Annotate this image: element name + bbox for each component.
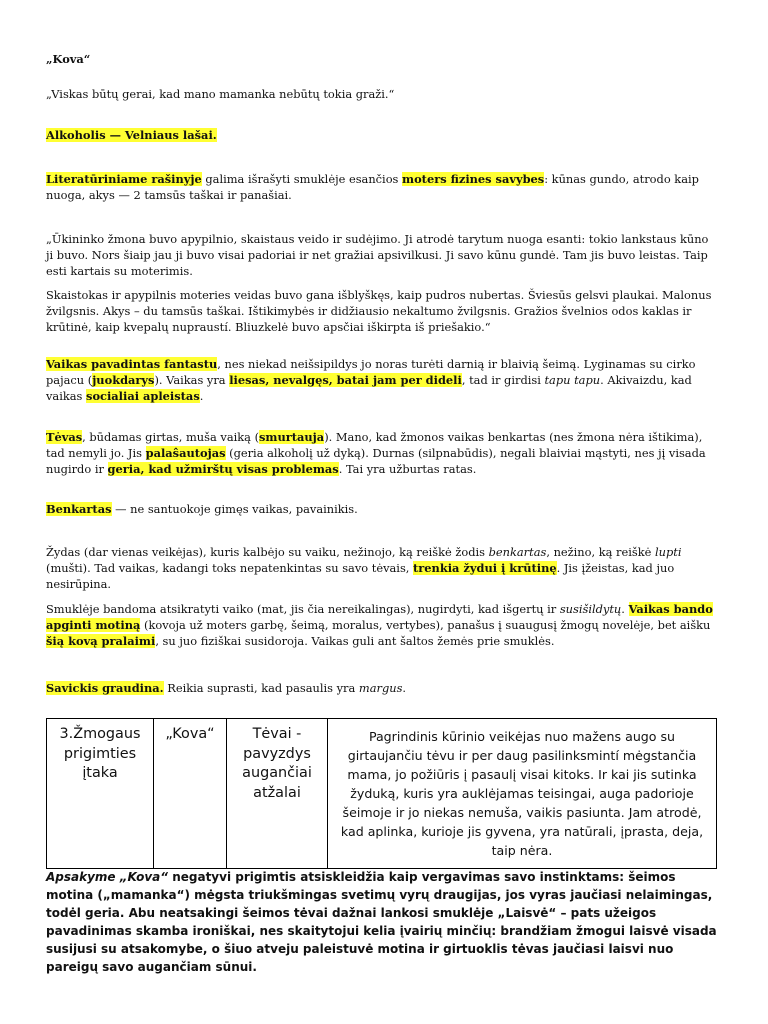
highlight: liesas, nevalgęs, batai jam per dideli: [229, 372, 462, 387]
table-cell-theme: Tėvai - pavyzdys augančiai atžalai: [227, 719, 328, 869]
text: (mušti). Tad vaikas, kadangi toks nepatenkintas su savo tėvais,: [46, 560, 414, 575]
text: , nežino, ką reiškė: [546, 545, 655, 559]
quote-paragraph: Skaistokas ir apypilnis moteries veidas buvo gana išblyškęs, kaip pudros nubertas. Šviesūs gelsvi plaukai. Malonus žvilgsnis. Akys – du tamsūs taškai. Ištikimybės ir didžiausio nekaltumo žvilgsnis. Gražios švelnios odos kaklas ir krūtinė, kaip kvepalų nupraustí. Bliuzkelė buvo apsčiai iškirpta iš priešakio.“: [46, 288, 712, 334]
text: (kovoja už moters garbę, šeimą, moralus, vertybes), panašus į suaugusį žmogų novelėje, bet aišku: [140, 617, 711, 632]
text: (geria alkoholį už dyką). Durnas (silpnabūdis), negali blaiviai mąstyti, nes jį visada nugirdo ir: [46, 445, 706, 476]
text: Reikia suprasti, kad pasaulis yra: [163, 681, 359, 695]
text: . Tai yra užburtas ratas.: [338, 461, 477, 476]
italic-text: benkartas: [488, 545, 547, 559]
highlight: Literatūriniame rašinyje: [46, 172, 202, 186]
highlight: Vaikas pavadintas fantastu: [46, 357, 218, 371]
text: .: [199, 388, 204, 403]
text: .: [402, 681, 407, 695]
highlight: Vaikas bando apginti motiną: [46, 602, 713, 632]
highlight: Alkoholis — Velniaus lašai.: [46, 128, 217, 142]
paragraph-vaikas: [46, 357, 716, 404]
highlight: trenkia žydui į krūtinę: [413, 560, 557, 575]
italic-text: tapu tapu: [544, 372, 601, 387]
highlight: moters fizines savybes: [402, 172, 545, 186]
text: ). Vaikas yra: [154, 372, 230, 387]
alkoholis-line: [46, 128, 716, 144]
text: , būdamas girtas, muša vaiką (: [82, 430, 260, 444]
italic-text: lupti: [655, 545, 682, 559]
text: ). Mano, kad žmonos vaikas benkartas (nes žmona nėra ištikima), tad nemyli jo. Jis: [46, 430, 703, 460]
table-cell-description: Pagrindinis kūrinio veikėjas nuo mažens augo su girtaujančiu tėvu ir per daug pasilinksmintí mėgstančia mama, jo požiūris į pasaulį visai kitoks. Ir kai jis sutinka žyduką, kuris yra auklėjamas teisingai, auga padorioje šeimoje ir jo niekas nemuša, vaikis pasiunta. Jam atrodė, kad aplinka, kurioje jis gyvena, yra natūrali, įprasta, deja, taip nėra.: [328, 719, 717, 869]
paragraph-tevas: [46, 430, 716, 477]
paragraph-rasinys: [46, 172, 716, 204]
highlight: palaŝautojas: [145, 445, 226, 460]
table-row: [47, 719, 717, 869]
highlight: Benkartas: [46, 502, 112, 516]
paragraph-benkartas: [46, 502, 716, 518]
text: — ne santuokoje gimęs vaikas, pavainikis.: [111, 502, 358, 516]
highlight: geria, kad užmirštų visas problemas: [107, 461, 339, 476]
italic-text: susišildytų: [559, 602, 622, 616]
text: . Jis įžeistas, kad juo nesirūpina.: [46, 560, 675, 591]
highlight: šią kovą pralaimi: [46, 633, 156, 648]
quote-paragraph: „Viskas būtų gerai, kad mano mamanka nebūtų tokia graži.“: [46, 87, 395, 101]
summary-lead: Apsakyme „Kova“: [46, 870, 169, 884]
text: Žydas (dar vienas veikėjas), kuris kalbėjo su vaiku, nežinojo, ką reiškė žodis: [46, 545, 489, 559]
text: , tad ir girdisi: [461, 372, 545, 387]
summary-text: negatyvi prigimtis atsiskleidžia kaip vergavimas savo instinktams: šeimos motina („mamanka“) mėgsta triukšmingas svetimų vyrų draugijas, jos vyras jaučiasi nelaimingas, todėl geria. Abu neatsakingi šeimos tėvai dažnai lankosi smuklėje „Laisvė“ – pats užeigos pavadinimas skamba ironiškai, nes skaitytojui kelia įvairių minčių: brandžiam žmogui laisvė visada susijusi su atsakomybe, o šiuo atveju paleistuvė motina ir girtuoklis tėvas jaučiasi laisvi nuo pareigų savo augančiam sūnui.: [46, 870, 717, 974]
table-cell-topic: 3.Žmogaus prigimties įtaka: [47, 719, 154, 869]
paragraph-savickis: [46, 681, 716, 697]
quote-paragraph: „Ūkininko žmona buvo apypilnio, skaistaus veido ir sudėjimo. Ji atrodė tarytum nuoga esanti: tokio lankstaus kūno ji buvo. Nors šiaip jau ji buvo visai padoriai ir net gražiai apsivilkusi. Ji savo kūnu gundė. Tam jis buvo leistas. Taip esti kartais su moterimis.: [46, 232, 709, 278]
text: galima išrašyti smuklėje esančios: [201, 172, 403, 186]
text: : kūnas gundo, atrodo kaip nuoga, akys — 2 tamsūs taškai ir panašiai.: [46, 172, 699, 202]
highlight: Tėvas: [46, 430, 83, 444]
highlight: socialiai apleistas: [86, 388, 200, 403]
highlight: juokdarys: [92, 372, 155, 387]
text: .: [621, 602, 629, 616]
summary-paragraph: [46, 868, 718, 976]
document-heading: [46, 52, 716, 68]
heading-text: „Kova“: [46, 52, 91, 66]
highlight: smurtauja: [259, 430, 325, 444]
paragraph-smukle: [46, 602, 716, 649]
paragraph-zydas: [46, 545, 716, 592]
summary-table: [46, 718, 717, 869]
text: Smuklėje bandoma atsikratyti vaiko (mat, jis čia nereikalingas), nugirdyti, kad išgertų ir: [46, 602, 560, 616]
highlight: Savickis graudina.: [46, 681, 164, 695]
text: , su juo fiziškai susidoroja. Vaikas guli ant šaltos žemės prie smuklės.: [155, 633, 555, 648]
text: . Akivaizdu, kad vaikas: [46, 372, 692, 403]
text: , nes niekad neišsipildys jo noras turėti darnią ir blaivią šeimą. Lyginamas su cirko pajacu (: [46, 357, 696, 387]
italic-text: margus: [358, 681, 403, 695]
table-cell-work: „Kova“: [154, 719, 227, 869]
